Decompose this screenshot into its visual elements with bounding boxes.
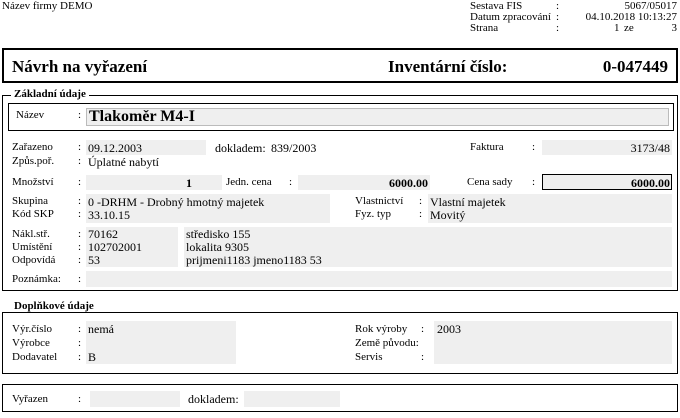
- odpovida-colon: :: [78, 254, 82, 266]
- poznamka-colon: :: [78, 273, 82, 285]
- fyz-colon: :: [419, 208, 423, 220]
- vlastnictvi-colon: :: [419, 195, 423, 207]
- vyrobce-label: Výrobce: [12, 337, 50, 349]
- cena-value: 6000.00: [389, 176, 428, 190]
- disposal-doklad-field: [244, 391, 340, 407]
- date-colon: :: [556, 11, 560, 23]
- zarazeno-label: Zařazeno: [12, 141, 53, 153]
- poznamka-field: [86, 271, 672, 287]
- doklad-value: 839/2003: [271, 141, 317, 155]
- vyrazen-label: Vyřazen: [12, 393, 49, 405]
- cena-sady-colon: :: [532, 176, 536, 188]
- inventory-label: Inventární číslo:: [388, 57, 508, 76]
- inventory-number: 0-047449: [602, 57, 668, 76]
- faktura-label: Faktura: [470, 141, 504, 153]
- cena-sady-value: 6000.00: [631, 176, 670, 190]
- report-colon: :: [556, 0, 560, 12]
- nakl-colon: :: [78, 228, 82, 240]
- umisteni-label: Umístění: [12, 241, 53, 253]
- vyrazen-colon: :: [78, 393, 82, 405]
- zarazeno-colon: :: [78, 141, 82, 153]
- doklad-label: dokladem:: [215, 141, 266, 155]
- skupina-colon: :: [78, 195, 82, 207]
- nakl-value: 70162: [88, 227, 118, 241]
- cena-label: Jedn. cena: [226, 176, 272, 188]
- vyrazen-field: [90, 391, 180, 407]
- dodavatel-colon: :: [78, 351, 82, 363]
- page-title: Návrh na vyřazení: [12, 57, 148, 76]
- mnozstvi-colon: :: [78, 176, 82, 188]
- vyrobce-colon: :: [78, 337, 82, 349]
- umisteni-value: 102702001: [88, 240, 142, 254]
- vlastnictvi-label: Vlastnictví: [355, 195, 404, 207]
- skp-value: 33.10.15: [88, 208, 130, 222]
- name-colon: :: [78, 109, 82, 121]
- faktura-colon: :: [532, 141, 536, 153]
- zpusob-colon: :: [78, 155, 82, 167]
- odpovida-label: Odpovídá: [12, 254, 56, 266]
- faktura-value: 3173/48: [630, 141, 670, 155]
- nakl-label: Nákl.stř.: [12, 228, 50, 240]
- zeme-label: Země původu:: [355, 337, 419, 349]
- umisteni-desc: lokalita 9305: [186, 240, 249, 254]
- odpovida-value: 53: [88, 253, 100, 267]
- page-of: ze: [624, 22, 634, 34]
- cena-sady-label: Cena sady: [467, 176, 513, 188]
- servis-label: Servis: [355, 351, 383, 363]
- skp-colon: :: [78, 208, 82, 220]
- mnozstvi-label: Množství: [12, 176, 54, 188]
- extra-right-field: [434, 321, 672, 364]
- vlastnictvi-value: Vlastní majetek: [430, 195, 506, 209]
- disposal-doklad-label: dokladem:: [188, 392, 239, 406]
- rok-value: 2003: [437, 322, 461, 336]
- mnozstvi-field: [86, 175, 222, 190]
- basic-section-title: Základní údaje: [11, 88, 89, 100]
- vyr-cislo-value: nemá: [88, 322, 114, 336]
- page-colon: :: [556, 22, 560, 34]
- vyr-cislo-colon: :: [78, 323, 82, 335]
- zarazeno-value: 09.12.2003: [88, 141, 142, 155]
- report-label: Sestava FIS: [470, 0, 523, 12]
- mnozstvi-value: 1: [186, 176, 192, 190]
- dodavatel-value: B: [88, 350, 97, 364]
- fyz-value: Movitý: [430, 208, 466, 222]
- servis-colon: :: [421, 351, 425, 363]
- page-label: Strana: [470, 22, 499, 34]
- page-total: 3: [671, 22, 677, 34]
- asset-name: Tlakoměr M4-I: [89, 108, 195, 125]
- skupina-label: Skupina: [12, 195, 49, 207]
- company-name: Název firmy DEMO: [2, 0, 93, 12]
- extra-section-title: Doplňkové údaje: [11, 300, 97, 312]
- dodavatel-label: Dodavatel: [12, 351, 58, 363]
- page-current: 1: [614, 22, 620, 34]
- date-value: 04.10.2018 10:13:27: [585, 11, 677, 23]
- zpusob-label: Způs.poř.: [12, 155, 55, 167]
- name-label: Název: [16, 109, 45, 121]
- zpusob-value: Úplatné nabytí: [88, 155, 159, 169]
- fyz-label: Fyz. typ: [355, 208, 392, 220]
- nakl-desc: středisko 155: [186, 227, 251, 241]
- poznamka-label: Poznámka:: [12, 273, 61, 285]
- rok-colon: :: [421, 323, 425, 335]
- cena-colon: :: [289, 176, 293, 188]
- odpovida-desc: prijmeni1183 jmeno1183 53: [186, 253, 322, 267]
- skupina-value: 0 -DRHM - Drobný hmotný majetek: [88, 195, 265, 209]
- rok-label: Rok výroby: [355, 323, 408, 335]
- skp-label: Kód SKP: [12, 208, 54, 220]
- umisteni-colon: :: [78, 241, 82, 253]
- date-label: Datum zpracování: [470, 11, 551, 23]
- vyr-cislo-label: Výr.číslo: [12, 323, 53, 335]
- report-value: 5067/05017: [624, 0, 677, 12]
